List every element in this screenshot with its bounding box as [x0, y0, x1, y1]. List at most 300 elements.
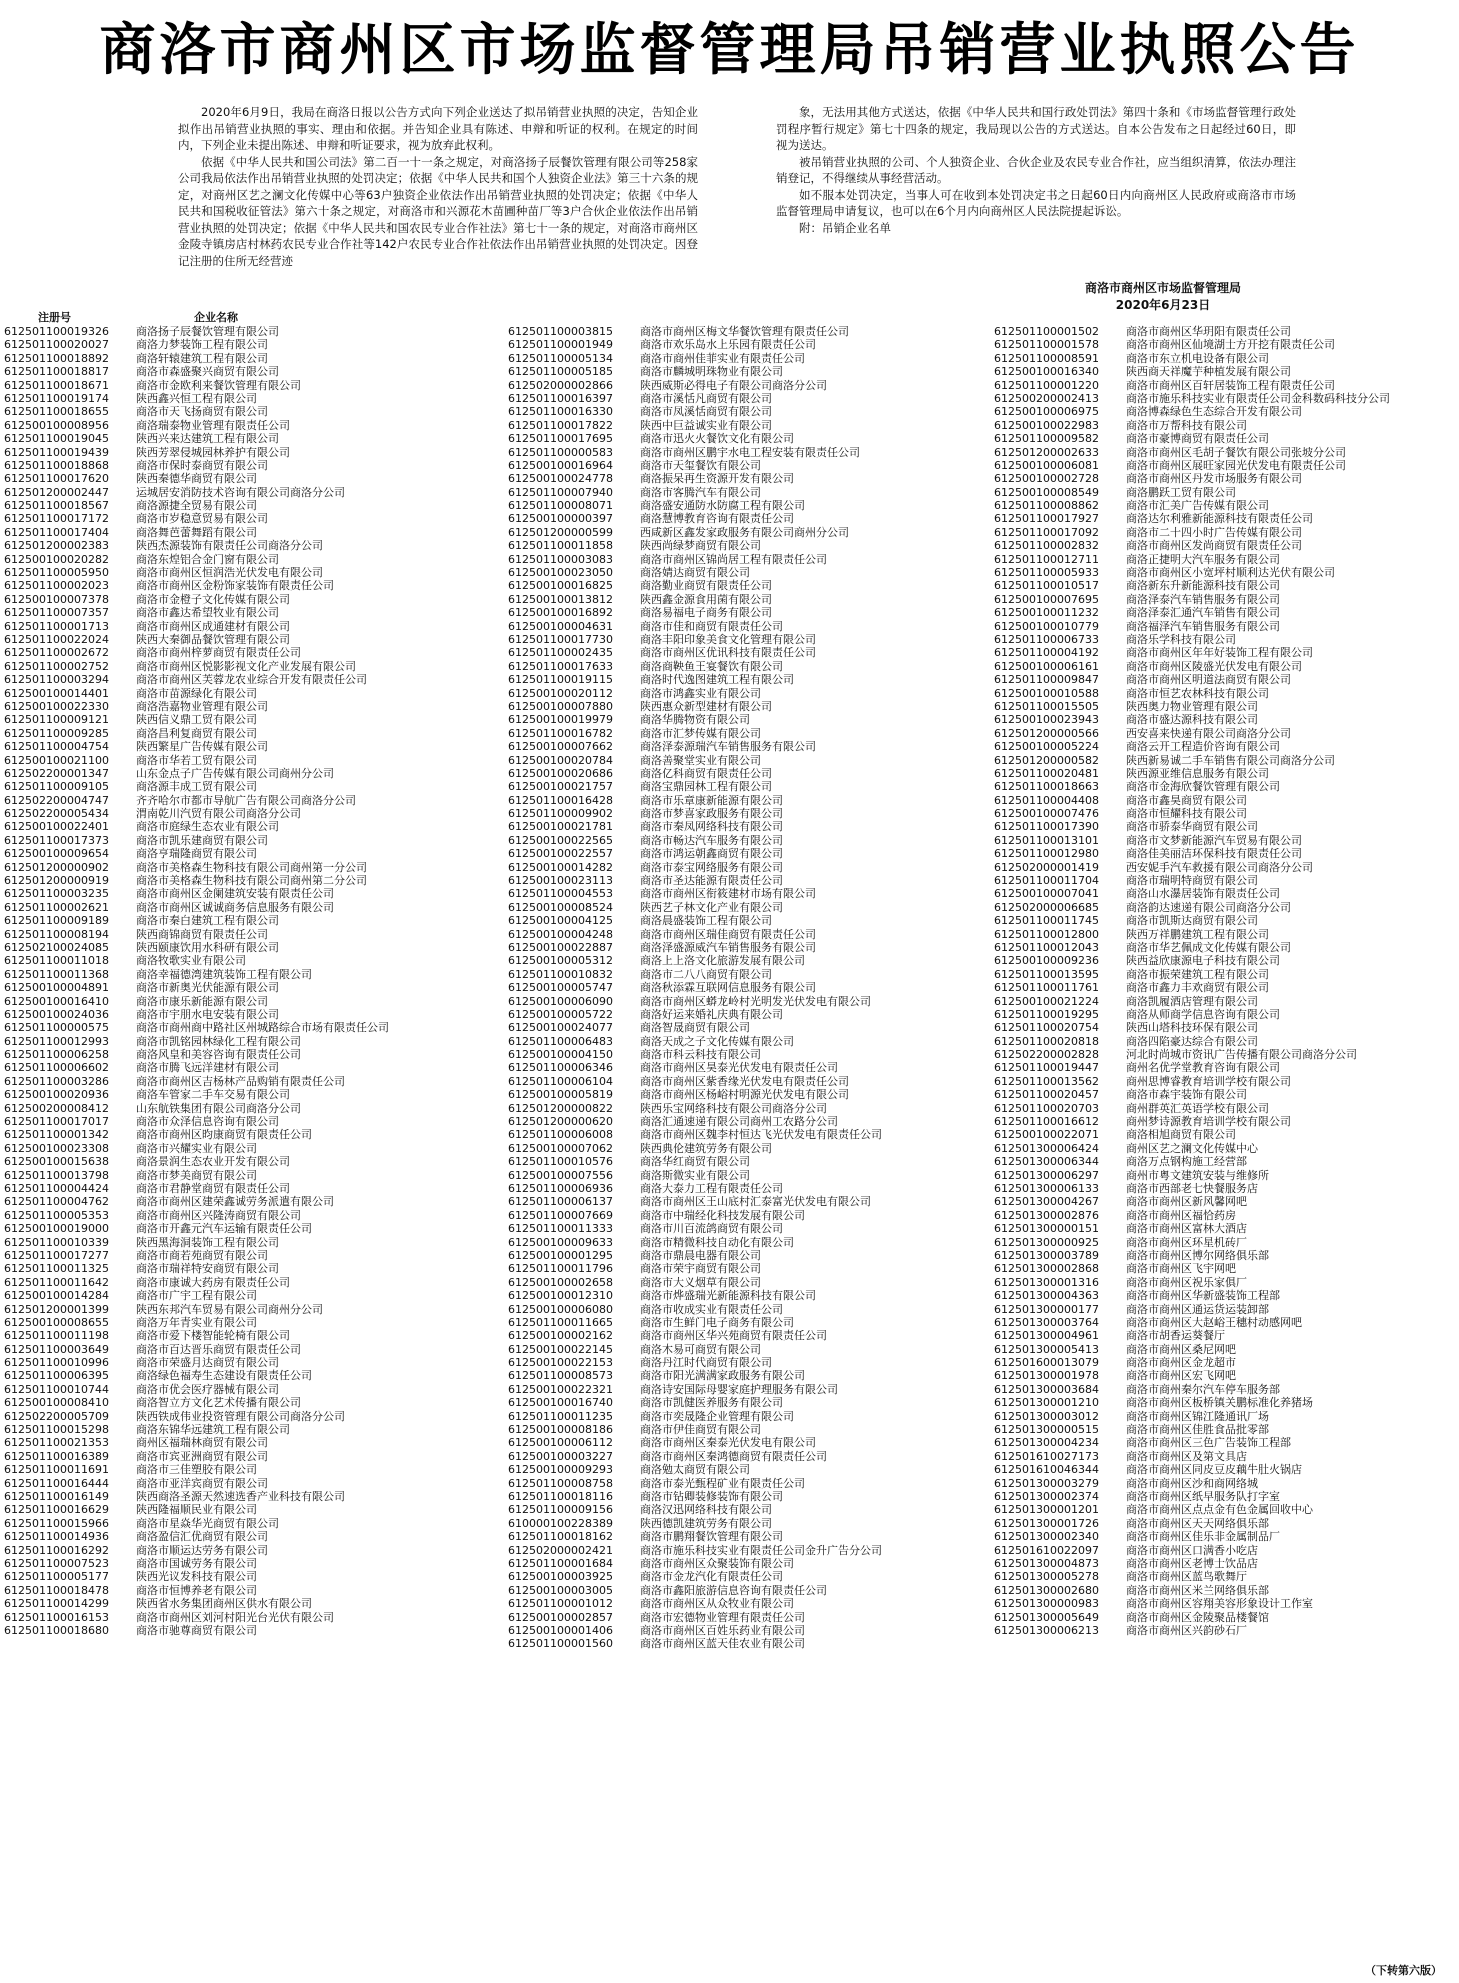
company-name: 商洛市商州区昀康商贸有限责任公司 [136, 1128, 312, 1142]
company-name: 商洛瑞泰物业管理有限责任公司 [136, 418, 290, 432]
registration-number: 612501100016629 [4, 1503, 109, 1517]
registration-number: 612501100017017 [4, 1115, 109, 1129]
company-name: 商洛市商州区魏李村恒达飞光伏发电有限责任公司 [640, 1128, 882, 1142]
list-item [4, 1463, 484, 1476]
list-item [4, 1490, 484, 1503]
company-name: 商洛市商州区诚诚商务信息服务有限公司 [136, 900, 334, 914]
company-name: 商洛市商州区锦江隆通讯厂场 [1126, 1409, 1269, 1423]
company-name: 商洛市商州区刘河村阳光台光伏有限公司 [136, 1610, 334, 1624]
list-item [4, 593, 484, 606]
registration-number: 612501200001399 [4, 1302, 109, 1316]
list-item [994, 606, 1459, 619]
list-item [994, 620, 1459, 633]
registration-number: 612501100011018 [4, 954, 109, 968]
registration-number: 612502200002828 [994, 1048, 1099, 1062]
list-item [4, 1436, 484, 1449]
list-item [508, 660, 988, 673]
registration-number: 612500100009293 [508, 1463, 613, 1477]
registration-number: 612500100021781 [508, 820, 613, 834]
company-name: 商洛市商州区容翔美容形象设计工作室 [1126, 1597, 1313, 1611]
registration-number: 612501200002383 [4, 539, 109, 553]
registration-number: 612501100001342 [4, 1128, 109, 1142]
list-item [4, 1410, 484, 1423]
registration-number: 612501100017620 [4, 472, 109, 486]
registration-number: 612500100004150 [508, 1048, 613, 1062]
company-name: 商洛好运来婚礼庆典有限公司 [640, 1007, 783, 1021]
list-item [508, 887, 988, 900]
registration-number: 612501300001316 [994, 1275, 1099, 1289]
list-item [4, 1128, 484, 1141]
registration-number: 612501100006483 [508, 1034, 613, 1048]
list-item [4, 633, 484, 646]
company-name: 商洛汉迅网络科技有限公司 [640, 1503, 772, 1517]
registration-number: 612501100008862 [994, 499, 1099, 513]
registration-number: 612501100011333 [508, 1222, 613, 1236]
registration-number: 612501300004873 [994, 1556, 1099, 1570]
company-name: 陕西尚绿梦商贸有限公司 [640, 539, 761, 553]
registration-number: 612501100015966 [4, 1516, 109, 1530]
list-item [4, 740, 484, 753]
registration-number: 612501100011704 [994, 874, 1099, 888]
registration-number: 612501100009121 [4, 713, 109, 727]
list-item [4, 1182, 484, 1195]
company-name: 商洛泽泰源瑞汽车销售服务有限公司 [640, 740, 816, 754]
list-item [508, 1209, 988, 1222]
registration-number: 612501100017633 [508, 659, 613, 673]
list-item [508, 566, 988, 579]
company-name: 商洛市商州区秦泰光伏发电有限公司 [640, 1436, 816, 1450]
registration-number: 612501100019439 [4, 445, 109, 459]
company-name: 商洛市亚洋宾商贸有限公司 [136, 1476, 268, 1490]
list-item [508, 526, 988, 539]
registration-number: 612501100020818 [994, 1034, 1099, 1048]
company-name: 山东金点子广告传媒有限公司商州分公司 [136, 766, 334, 780]
company-name: 商洛市凤溪恬商贸有限公司 [640, 405, 772, 419]
company-name: 商洛市商州梓萝商贸有限责任公司 [136, 646, 301, 660]
company-name: 商洛市圣达能源有限责任公司 [640, 874, 783, 888]
company-name: 商洛市恒博养老有限公司 [136, 1583, 257, 1597]
list-item [4, 700, 484, 713]
registration-number: 612500100022401 [4, 820, 109, 834]
registration-number: 612500100002857 [508, 1610, 613, 1624]
company-name: 陕西奥力物业管理有限公司 [1126, 699, 1258, 713]
list-item [4, 1048, 484, 1061]
registration-number: 612501100018663 [994, 780, 1099, 794]
list-item [4, 1396, 484, 1409]
company-name: 陕西源亚维信息服务有限公司 [1126, 766, 1269, 780]
registration-number: 612501300005278 [994, 1570, 1099, 1584]
list-item [508, 1021, 988, 1034]
registration-number: 612500100024077 [508, 1021, 613, 1035]
registration-number: 612501100003294 [4, 673, 109, 687]
registration-number: 612501300005413 [994, 1342, 1099, 1356]
company-name: 商洛市文梦新能源汽车贸易有限公司 [1126, 833, 1302, 847]
registration-number: 612501100015505 [994, 699, 1099, 713]
company-name: 商洛市商州区金粉饰家装饰有限责任公司 [136, 579, 334, 593]
registration-number: 612501100016149 [4, 1489, 109, 1503]
list-item [994, 633, 1459, 646]
list-item [4, 1236, 484, 1249]
company-name: 商洛市商州区金阑建筑安装有限责任公司 [136, 887, 334, 901]
registration-number: 612500100005312 [508, 954, 613, 968]
company-name: 商洛昌利复商贸有限公司 [136, 726, 257, 740]
company-list-column-2 [508, 310, 988, 1651]
registration-number: 612501100002621 [4, 900, 109, 914]
company-name: 商洛市二八八商贸有限公司 [640, 967, 772, 981]
company-name: 商洛市鸿运朝鑫商贸有限公司 [640, 847, 783, 861]
registration-number: 612501300002868 [994, 1262, 1099, 1276]
list-item [508, 1035, 988, 1048]
list-item [508, 1262, 988, 1275]
list-item [4, 1169, 484, 1182]
company-name: 商洛市钻卿装修装饰有限公司 [640, 1489, 783, 1503]
registration-number: 612501100004754 [4, 740, 109, 754]
list-item [994, 579, 1459, 592]
company-name: 商洛市商州区老博士饮品店 [1126, 1556, 1258, 1570]
company-name: 商洛市商州区蓝鸟歌舞厅 [1126, 1570, 1247, 1584]
list-item [994, 1490, 1459, 1503]
registration-number: 612501100011761 [994, 981, 1099, 995]
company-name: 商洛亨瑞隆商贸有限公司 [136, 847, 257, 861]
registration-number: 612500100005819 [508, 1088, 613, 1102]
company-name: 商洛市奕晟隆企业管理有限公司 [640, 1409, 794, 1423]
company-name: 陕西乐宝网络科技有限公司商洛分公司 [640, 1101, 827, 1115]
company-name: 商洛市商州区王山底村汇泰富光伏发电有限公司 [640, 1195, 871, 1209]
list-item [994, 901, 1459, 914]
list-item [994, 1115, 1459, 1128]
registration-number: 612500100013812 [508, 592, 613, 606]
list-item [4, 874, 484, 887]
registration-number: 612501300000151 [994, 1222, 1099, 1236]
company-name: 商洛牧歌实业有限公司 [136, 954, 246, 968]
list-item [508, 1570, 988, 1583]
registration-number: 612501100007940 [508, 485, 613, 499]
list-item [508, 1396, 988, 1409]
registration-number: 612501100005177 [4, 1570, 109, 1584]
company-name: 商洛风皇和美容咨询有限责任公司 [136, 1048, 301, 1062]
list-item [4, 379, 484, 392]
list-item [4, 392, 484, 405]
list-item [4, 1249, 484, 1262]
list-item [4, 1544, 484, 1557]
intro-paragraph: 如不服本处罚决定，当事人可在收到本处罚决定书之日起60日内向商州区人民政府或商洛市市场监督管理局申请复议，也可以在6个月内向商州区人民法院提起诉讼。 [776, 187, 1296, 218]
list-item [4, 928, 484, 941]
list-item [994, 700, 1459, 713]
registration-number: 612501100001220 [994, 378, 1099, 392]
list-item [508, 1436, 988, 1449]
list-item [508, 1624, 988, 1637]
registration-number: 612501300000177 [994, 1302, 1099, 1316]
list-item [994, 1611, 1459, 1624]
registration-number: 612501100018817 [4, 365, 109, 379]
list-item [508, 1088, 988, 1101]
company-name: 商洛市商州区米兰网络俱乐部 [1126, 1583, 1269, 1597]
list-item [994, 1423, 1459, 1436]
registration-number: 612501100020703 [994, 1101, 1099, 1115]
list-item [4, 1209, 484, 1222]
list-item [4, 1477, 484, 1490]
registration-number: 612501100005134 [508, 351, 613, 365]
company-name: 商洛市金橙子文化传媒有限公司 [136, 592, 290, 606]
company-name: 商洛舞芭蕾舞蹈有限公司 [136, 525, 257, 539]
list-item [994, 1021, 1459, 1034]
list-item [508, 1128, 988, 1141]
list-item [508, 1423, 988, 1436]
company-name: 商洛市爱下楼智能轮椅有限公司 [136, 1329, 290, 1343]
registration-number: 612501100017277 [4, 1248, 109, 1262]
registration-number: 612501100001684 [508, 1556, 613, 1570]
list-item [4, 1289, 484, 1302]
registration-number: 612501100018116 [508, 1489, 613, 1503]
company-name: 陕西益欣康源电子科技有限公司 [1126, 954, 1280, 968]
list-item [508, 432, 988, 445]
list-item [994, 928, 1459, 941]
registration-number: 612500100020784 [508, 753, 613, 767]
company-name: 商洛山水瀑居装饰有限责任公司 [1126, 887, 1280, 901]
company-name: 商洛市商州区富林大酒店 [1126, 1222, 1247, 1236]
registration-number: 612501100018567 [4, 499, 109, 513]
list-item [994, 379, 1459, 392]
company-name: 商洛市康诚大药房有限责任公司 [136, 1275, 290, 1289]
list-item [508, 1061, 988, 1074]
registration-number: 612500100007695 [994, 592, 1099, 606]
registration-number: 612500100002728 [994, 472, 1099, 486]
company-name: 商洛扬子辰餐饮管理有限公司 [136, 325, 279, 338]
signature-block [1085, 280, 1241, 314]
list-item [994, 1276, 1459, 1289]
registration-number: 612500100005224 [994, 740, 1099, 754]
company-name: 商洛市金海欣餐饮管理有限公司 [1126, 780, 1280, 794]
list-item [4, 1503, 484, 1516]
company-name: 商洛东锦华远建筑工程有限公司 [136, 1423, 290, 1437]
registration-number: 612500100006080 [508, 1302, 613, 1316]
company-name: 商洛市金龙汽化有限责任公司 [640, 1570, 783, 1584]
company-name: 商洛市恒耀科技有限公司 [1126, 807, 1247, 821]
registration-number: 612501100004553 [508, 887, 613, 901]
registration-number: 612501100009847 [994, 673, 1099, 687]
company-name: 商洛市商州区毛胡子餐饮有限公司张坡分公司 [1126, 445, 1346, 459]
company-name: 商洛市精微科技自动化有限公司 [640, 1235, 794, 1249]
company-name: 商洛市麟城明珠物业有限公司 [640, 365, 783, 379]
list-item [994, 968, 1459, 981]
list-item [508, 472, 988, 485]
registration-number: 612502200005434 [4, 807, 109, 821]
company-name: 河北时尚城市资讯广告传播有限公司商洛分公司 [1126, 1048, 1357, 1062]
list-item [994, 1557, 1459, 1570]
list-item [508, 1477, 988, 1490]
registration-number: 612501100001949 [508, 338, 613, 352]
company-name: 商州梦诗源教育培训学校有限公司 [1126, 1115, 1291, 1129]
registration-number: 612501100005353 [4, 1208, 109, 1222]
company-name: 商洛市商州秦尔汽车停车服务部 [1126, 1382, 1280, 1396]
company-name: 陕西万祥鹏建筑工程有限公司 [1126, 927, 1269, 941]
list-item [508, 1503, 988, 1516]
list-item [994, 847, 1459, 860]
list-item [4, 820, 484, 833]
registration-number: 612502000006685 [994, 900, 1099, 914]
company-name: 商洛市星焱华光商贸有限公司 [136, 1516, 279, 1530]
company-name: 商洛市宾亚洲商贸有限公司 [136, 1449, 268, 1463]
registration-number: 612501100003286 [4, 1074, 109, 1088]
list-item [994, 1236, 1459, 1249]
company-name: 商洛市商州区紫香缘光伏发电有限责任公司 [640, 1074, 849, 1088]
registration-number: 612502100024085 [4, 940, 109, 954]
registration-number: 612501100008758 [508, 1476, 613, 1490]
company-name: 商洛泽盛源威汽车销售服务有限公司 [640, 940, 816, 954]
company-name: 商洛华腾物资有限公司 [640, 713, 750, 727]
registration-number: 612502200005709 [4, 1409, 109, 1423]
registration-number: 612502200004747 [4, 793, 109, 807]
company-name: 商洛市汇梦传媒有限公司 [640, 726, 761, 740]
list-item [994, 1008, 1459, 1021]
registration-number: 612501100006733 [994, 632, 1099, 646]
list-item [508, 687, 988, 700]
list-item [508, 941, 988, 954]
list-item [508, 713, 988, 726]
company-name: 商洛市凯斯达商贸有限公司 [1126, 914, 1258, 928]
registration-number: 612501100022024 [4, 632, 109, 646]
registration-number: 612501300000515 [994, 1423, 1099, 1437]
company-list-column-3 [994, 310, 1459, 1637]
list-item [508, 579, 988, 592]
company-name: 商洛幸福德湾建筑装饰工程有限公司 [136, 967, 312, 981]
registration-number: 612501100012800 [994, 927, 1099, 941]
company-name: 商洛智立方文化艺术传播有限公司 [136, 1396, 301, 1410]
list-item [4, 1021, 484, 1034]
list-item [4, 606, 484, 619]
registration-number: 612500100007041 [994, 887, 1099, 901]
list-item [994, 1544, 1459, 1557]
list-item [4, 1584, 484, 1597]
registration-number: 612501200000902 [4, 860, 109, 874]
registration-number: 612501300002374 [994, 1489, 1099, 1503]
list-item [994, 794, 1459, 807]
registration-number: 612501100016153 [4, 1610, 109, 1624]
company-name: 商洛市商州区纸早服务队打字室 [1126, 1489, 1280, 1503]
company-name: 商洛市振荣建筑工程有限公司 [1126, 967, 1269, 981]
registration-number: 612501100007523 [4, 1556, 109, 1570]
registration-number: 612501300002680 [994, 1583, 1099, 1597]
company-name: 商洛市商州区沙和商网络城 [1126, 1476, 1258, 1490]
company-name: 陕西新易诚二手车销售有限公司商洛分公司 [1126, 753, 1335, 767]
list-item [4, 954, 484, 967]
list-item [508, 1102, 988, 1115]
registration-number: 612501100001560 [508, 1637, 613, 1651]
registration-number: 612500100009633 [508, 1235, 613, 1249]
company-name: 陕西铁成伟业投资管理有限公司商洛分公司 [136, 1409, 345, 1423]
company-name: 商洛市华艺佩成文化传媒有限公司 [1126, 940, 1291, 954]
list-item [4, 1530, 484, 1543]
list-item [4, 1035, 484, 1048]
registration-number: 612501100016330 [508, 405, 613, 419]
registration-number: 612501100018655 [4, 405, 109, 419]
company-name: 商洛市大义烟草有限公司 [640, 1275, 761, 1289]
registration-number: 612502000002421 [508, 1543, 613, 1557]
registration-number: 612500100020282 [4, 552, 109, 566]
registration-number: 612501100010339 [4, 1235, 109, 1249]
list-item [994, 1088, 1459, 1101]
list-item [4, 539, 484, 552]
company-name: 商洛市商州区兴隆涛商贸有限公司 [136, 1208, 301, 1222]
list-item [994, 512, 1459, 525]
list-item [994, 1222, 1459, 1235]
company-name: 商洛市商州区蓝天佳农业有限公司 [640, 1637, 805, 1651]
list-item [4, 526, 484, 539]
list-item [508, 1383, 988, 1396]
list-item [4, 1088, 484, 1101]
registration-number: 612500100022565 [508, 833, 613, 847]
company-name: 商洛市鑫阳旅游信息咨询有限责任公司 [640, 1583, 827, 1597]
registration-number: 612501100019326 [4, 325, 109, 338]
registration-number: 612500100003227 [508, 1449, 613, 1463]
list-item [994, 807, 1459, 820]
list-item [508, 700, 988, 713]
company-name: 商洛市华若工贸有限公司 [136, 753, 257, 767]
list-item [4, 887, 484, 900]
registration-number: 612501100011198 [4, 1329, 109, 1343]
company-name: 商洛市商州区杨峪村明源光伏发电有限公司 [640, 1088, 849, 1102]
registration-number: 612501100008591 [994, 351, 1099, 365]
list-item [994, 526, 1459, 539]
company-name: 商洛万年青实业有限公司 [136, 1315, 257, 1329]
company-name: 商洛市商州区金龙超市 [1126, 1356, 1236, 1370]
registration-number: 612501100012711 [994, 552, 1099, 566]
registration-number: 612501300002340 [994, 1530, 1099, 1544]
company-name: 商洛源丰成工贸有限公司 [136, 780, 257, 794]
registration-number: 612501100010832 [508, 967, 613, 981]
list-item [4, 338, 484, 351]
registration-number: 612500100004891 [4, 981, 109, 995]
list-item [4, 325, 484, 338]
company-name: 商洛市秦凤网络科技有限公司 [640, 820, 783, 834]
list-item [994, 1503, 1459, 1516]
list-item [4, 941, 484, 954]
registration-number: 612500100020936 [4, 1088, 109, 1102]
registration-number: 612501100012043 [994, 940, 1099, 954]
registration-number: 612501300001201 [994, 1503, 1099, 1517]
registration-number: 612502200001347 [4, 766, 109, 780]
list-item [508, 593, 988, 606]
company-name: 商洛市庭绿生态农业有限公司 [136, 820, 279, 834]
company-list-column-1 [4, 310, 484, 1637]
company-name: 商洛宝鼎园林工程有限公司 [640, 780, 772, 794]
registration-number: 612500100008524 [508, 900, 613, 914]
list-item [994, 646, 1459, 659]
list-item [994, 1209, 1459, 1222]
list-item [4, 352, 484, 365]
company-name: 商洛市商州区环星机砖厂 [1126, 1235, 1247, 1249]
list-item [4, 1222, 484, 1235]
registration-number: 612501100016292 [4, 1543, 109, 1557]
list-item [994, 1570, 1459, 1583]
list-item [4, 620, 484, 633]
registration-number: 612501200000582 [994, 753, 1099, 767]
list-item [4, 794, 484, 807]
registration-number: 612501100013798 [4, 1168, 109, 1182]
list-item [508, 1182, 988, 1195]
list-item [994, 767, 1459, 780]
registration-number: 612501200002447 [4, 485, 109, 499]
list-item [508, 1276, 988, 1289]
list-item [508, 1637, 988, 1650]
list-item [4, 687, 484, 700]
company-name: 商洛市荣盛月达商贸有限公司 [136, 1356, 279, 1370]
list-item [994, 914, 1459, 927]
company-name: 商洛市君静堂商贸有限责任公司 [136, 1182, 290, 1195]
company-name: 商洛市荣宇商贸有限公司 [640, 1262, 761, 1276]
company-name: 商洛市百达晋乐商贸有限责任公司 [136, 1342, 301, 1356]
list-item [994, 1075, 1459, 1088]
